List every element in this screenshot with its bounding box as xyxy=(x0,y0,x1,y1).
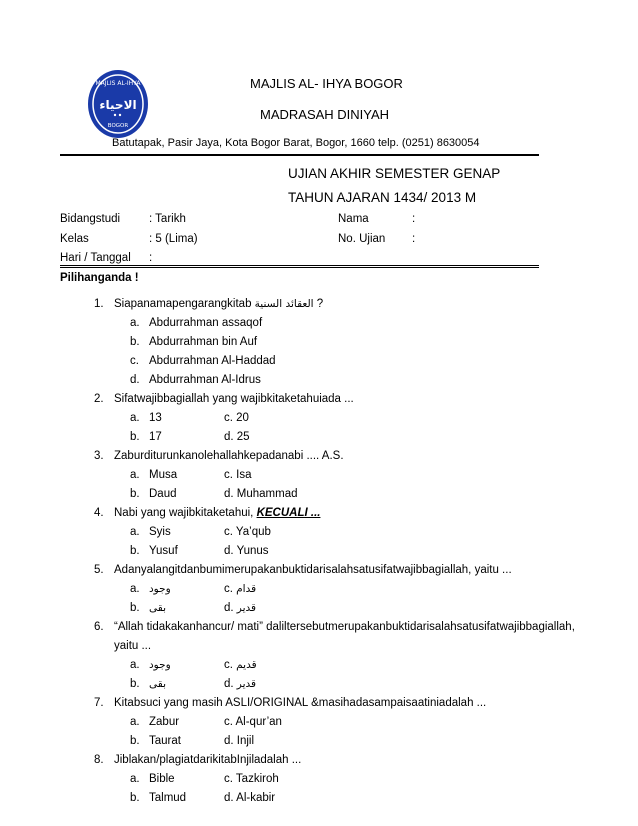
option-d: d. 25 xyxy=(224,431,250,443)
svg-text:الاحياء: الاحياء xyxy=(99,98,137,112)
date-value: : xyxy=(149,252,153,264)
question-5: 5. Adanyalangitdanbumimerupakanbuktidarisalahsatusifatwajibbagiallah, yaitu ... xyxy=(94,564,512,576)
subject-label: Bidangstudi xyxy=(60,213,121,225)
exam-no-label: No. Ujian xyxy=(338,233,386,245)
exam-title: UJIAN AKHIR SEMESTER GENAP xyxy=(288,166,501,181)
option-d: d. قدير xyxy=(224,678,257,690)
option-c: c. قديم xyxy=(224,659,257,671)
name-label: Nama xyxy=(338,213,369,225)
option-c: c. قدام xyxy=(224,583,257,595)
option-b: b. بقى xyxy=(130,602,166,614)
info-divider-1 xyxy=(60,265,539,266)
class-label: Kelas xyxy=(60,233,89,245)
arabic-book-title: العقائد السنية xyxy=(254,298,314,310)
question-3: 3. Zaburditurunkanolehallahkepadanabi .... A.S. xyxy=(94,450,344,462)
address: Batutapak, Pasir Jaya, Kota Bogor Barat, Bogor, 1660 telp. (0251) 8630054 xyxy=(112,137,480,149)
svg-text:MAJLIS AL-IHYA: MAJLIS AL-IHYA xyxy=(95,80,141,87)
option-row: b. Abdurrahman bin Auf xyxy=(130,336,258,348)
question-6-continuation: yaitu ... xyxy=(114,640,152,652)
option-d: d. Al-kabir xyxy=(224,792,276,804)
option-c: c. 20 xyxy=(224,412,249,424)
option-d: d. Muhammad xyxy=(224,488,298,500)
option-c: c. Al-qur’an xyxy=(224,716,282,728)
date-label: Hari / Tanggal xyxy=(60,252,131,264)
option-b: b. Taurat xyxy=(130,735,181,747)
question-text: Siapanamapengarangkitab xyxy=(114,298,252,310)
option-d: d. قدير xyxy=(224,602,257,614)
option-a: a. وجود xyxy=(130,659,171,671)
option-d: d. Yunus xyxy=(224,545,269,557)
question-1 xyxy=(94,298,323,310)
option-a: a. Syis xyxy=(130,526,171,538)
option-b: b. بقى xyxy=(130,678,166,690)
option-b: b. 17 xyxy=(130,431,162,443)
option-a: a. وجود xyxy=(130,583,171,595)
option-row: a. Abdurrahman assaqof xyxy=(130,317,263,329)
kecuali-emphasis: KECUALI ... xyxy=(256,507,321,519)
info-divider-2 xyxy=(60,267,539,268)
option-b: b. Yusuf xyxy=(130,545,178,557)
subject-value: : Tarikh xyxy=(149,213,186,225)
question-suffix: ? xyxy=(313,298,324,310)
option-a: a. Musa xyxy=(130,469,178,481)
question-number: 1. xyxy=(94,298,104,310)
question-8: 8. Jiblakan/plagiatdarikitabInjiladalah ... xyxy=(94,754,302,766)
exam-year: TAHUN AJARAN 1434/ 2013 M xyxy=(288,190,477,205)
question-7: 7. Kitabsuci yang masih ASLI/ORIGINAL &masihadasampaisaatiniadalah ... xyxy=(94,697,487,709)
option-c: c. Ya’qub xyxy=(224,526,271,538)
option-a: a. Zabur xyxy=(130,716,180,728)
question-6: 6. “Allah tidakakanhancur/ mati” daliltersebutmerupakanbuktidarisalahsatusifatwajibbagiallah, xyxy=(94,621,575,633)
name-value: : xyxy=(412,213,416,225)
svg-text:BOGOR: BOGOR xyxy=(107,123,129,129)
option-row: c. Abdurrahman Al-Haddad xyxy=(130,355,276,367)
option-b: b. Daud xyxy=(130,488,177,500)
option-a: a. 13 xyxy=(130,412,162,424)
option-b: b. Talmud xyxy=(130,792,187,804)
option-c: c. Isa xyxy=(224,469,252,481)
class-value: : 5 (Lima) xyxy=(149,233,198,245)
option-row: d. Abdurrahman Al-Idrus xyxy=(130,374,261,386)
question-4: 4. Nabi yang wajibkitaketahui, KECUALI ... xyxy=(94,507,321,519)
option-c: c. Tazkiroh xyxy=(224,773,279,785)
institution-logo xyxy=(86,68,150,140)
option-a: a. Bible xyxy=(130,773,175,785)
school-name: MADRASAH DINIYAH xyxy=(260,107,390,122)
section-title: Pilihanganda ! xyxy=(60,272,139,284)
question-2: 2. Sifatwajibbagiallah yang wajibkitaketahuiada ... xyxy=(94,393,354,405)
exam-no-value: : xyxy=(412,233,416,245)
org-name: MAJLIS AL- IHYA BOGOR xyxy=(250,76,403,91)
option-d: d. Injil xyxy=(224,735,255,747)
header-divider xyxy=(60,154,539,156)
